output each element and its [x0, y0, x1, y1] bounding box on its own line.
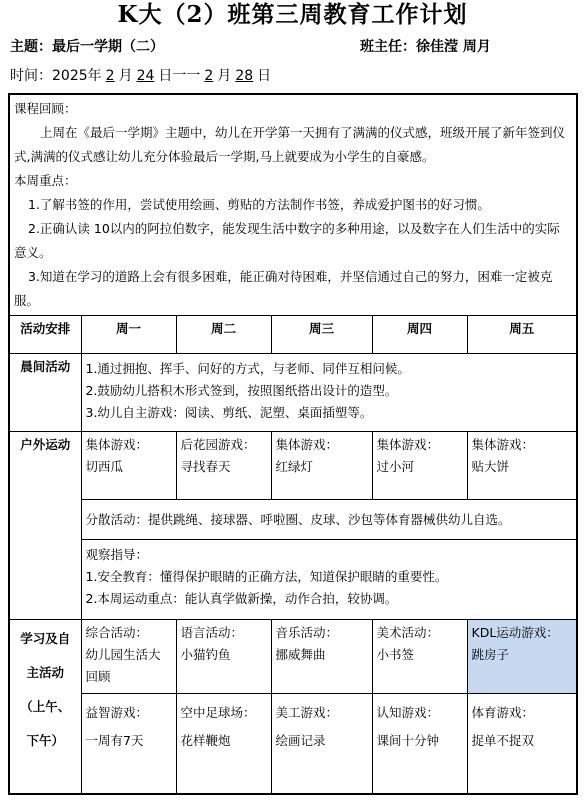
outdoor-game-mon — [81, 432, 176, 500]
game-name: 寻找春天 — [180, 459, 231, 474]
morning-item-3: 3.幼儿自主游戏：阅读、剪纸、泥塑、桌面插塑等。 — [85, 405, 373, 420]
game-name: 红绿灯 — [275, 459, 314, 474]
activity-name: 课间十分钟 — [376, 733, 440, 748]
theme-label: 主题： — [10, 39, 52, 55]
game-name: 贴大饼 — [471, 459, 510, 474]
morning-cell — [81, 354, 577, 432]
col-activity: 活动安排 — [9, 316, 81, 354]
study-fri-1 — [467, 620, 577, 694]
game-type: 集体游戏： — [275, 437, 339, 452]
activity-type: 认知游戏： — [376, 705, 440, 720]
activity-type: 语言活动： — [180, 625, 244, 640]
outdoor-guidance-row — [9, 540, 577, 620]
outdoor-game-tue — [176, 432, 271, 500]
study-label — [9, 620, 81, 794]
study-tue-1 — [176, 620, 271, 694]
guidance-heading: 观察指导： — [85, 547, 149, 562]
game-type: 后花园游戏： — [180, 437, 256, 452]
time-line — [10, 66, 271, 86]
outdoor-game-fri — [467, 432, 577, 500]
activity-name: 绘画记录 — [275, 733, 326, 748]
study-label-line: 下午） — [26, 733, 64, 748]
course-review-cell — [9, 94, 577, 316]
column-header-row — [9, 316, 577, 354]
study-row-1 — [9, 620, 577, 694]
study-thu-1 — [372, 620, 467, 694]
teacher-line — [360, 37, 491, 57]
day-char: 日 — [257, 68, 272, 84]
review-text: 上周在《最后一学期》主题中，幼儿在开学第一天拥有了满满的仪式感，班级开展了新年签到仪式,满满的仪式感让幼儿充分体验最后一学期,马上就要成为小学生的自豪感。 — [14, 125, 566, 164]
activity-name: 小书签 — [376, 647, 415, 662]
game-name: 切西瓜 — [85, 459, 124, 474]
game-type: 集体游戏： — [85, 437, 149, 452]
morning-label: 晨间活动 — [9, 354, 81, 432]
col-tuesday: 周二 — [176, 316, 271, 354]
study-tue-2 — [176, 694, 271, 794]
game-type: 集体游戏： — [376, 437, 440, 452]
activity-name: 跳房子 — [471, 647, 510, 662]
focus-heading: 本周重点： — [14, 173, 77, 188]
weekly-plan-table — [8, 93, 578, 795]
activity-type: 空中足球场： — [180, 705, 256, 720]
month-char-2: 月 — [217, 68, 232, 84]
activity-name: 一周有7天 — [85, 733, 144, 748]
end-month: 2 — [204, 68, 214, 84]
activity-type: 体育游戏： — [471, 705, 535, 720]
outdoor-game-wed — [271, 432, 372, 500]
end-day: 28 — [235, 68, 254, 84]
morning-item-1: 1.通过拥抱、挥手、问好的方式，与老师、同伴互相问候。 — [85, 361, 410, 376]
theme-line — [10, 37, 164, 57]
outdoor-games-row — [9, 432, 577, 500]
scatter-activity: 分散活动：提供跳绳、接球器、呼啦圈、皮球、沙包等体育器械供幼儿自选。 — [81, 500, 577, 540]
study-label-line: （上午、 — [20, 699, 71, 714]
day-dash: 日一一 — [158, 68, 201, 84]
review-heading: 课程回顾： — [14, 101, 77, 116]
activity-type: 美术活动： — [376, 625, 440, 640]
focus-point-2: 2.正确认读 10以内的阿拉伯数字，能发现生活中数字的多种用途，以及数字在人们生活中的实际意义。 — [14, 221, 560, 260]
study-thu-2 — [372, 694, 467, 794]
study-fri-2 — [467, 694, 577, 794]
theme-value: 最后一学期（二） — [52, 39, 164, 55]
teacher-label: 班主任： — [360, 39, 416, 55]
activity-name: 幼儿园生活大回顾 — [85, 647, 161, 684]
morning-item-2: 2.鼓励幼儿搭积木形式签到，按照图纸搭出设计的造型。 — [85, 383, 398, 398]
col-wednesday: 周三 — [271, 316, 372, 354]
study-wed-2 — [271, 694, 372, 794]
col-thursday: 周四 — [372, 316, 467, 354]
study-mon-2 — [81, 694, 176, 794]
activity-name: 挪威舞曲 — [275, 647, 326, 662]
focus-point-1: 1.了解书签的作用，尝试使用绘画、剪贴的方法制作书签，养成爱护图书的好习惯。 — [28, 197, 490, 212]
focus-point-3: 3.知道在学习的道路上会有很多困难，能正确对待困难，并坚信通过自己的努力，困难一定被克服。 — [14, 269, 553, 308]
outdoor-label: 户外运动 — [9, 432, 81, 620]
study-mon-1 — [81, 620, 176, 694]
activity-type: 综合活动： — [85, 625, 149, 640]
course-review-row — [9, 94, 577, 316]
morning-row — [9, 354, 577, 432]
activity-type: 益智游戏： — [85, 705, 149, 720]
guidance-cell — [81, 540, 577, 620]
outdoor-scatter-row — [9, 500, 577, 540]
game-type: 集体游戏： — [471, 437, 535, 452]
activity-type: 音乐活动： — [275, 625, 339, 640]
start-day: 24 — [136, 68, 155, 84]
activity-type: 美工游戏： — [275, 705, 339, 720]
guidance-item-2: 2.本周运动重点：能认真学做新操，动作合拍，较协调。 — [85, 591, 398, 606]
study-row-2 — [9, 694, 577, 794]
page-title: K大（2）班第三周教育工作计划 — [117, 1, 468, 28]
col-friday: 周五 — [467, 316, 577, 354]
study-wed-1 — [271, 620, 372, 694]
study-label-line: 学习及自 — [20, 631, 71, 646]
guidance-item-1: 1.安全教育：懂得保护眼睛的正确方法，知道保护眼睛的重要性。 — [85, 569, 448, 584]
activity-type: KDL运动游戏： — [471, 625, 559, 640]
col-monday: 周一 — [81, 316, 176, 354]
activity-name: 捉单不捉双 — [471, 733, 535, 748]
month-char: 月 — [118, 68, 133, 84]
study-label-line: 主活动 — [26, 665, 64, 680]
outdoor-game-thu — [372, 432, 467, 500]
game-name: 过小河 — [376, 459, 415, 474]
start-month: 2 — [105, 68, 115, 84]
activity-name: 小猫钓鱼 — [180, 647, 231, 662]
activity-name: 花样鞭炮 — [180, 733, 231, 748]
time-label: 时间：2025年 — [10, 68, 102, 84]
teacher-value: 徐佳滢 周月 — [416, 39, 491, 55]
